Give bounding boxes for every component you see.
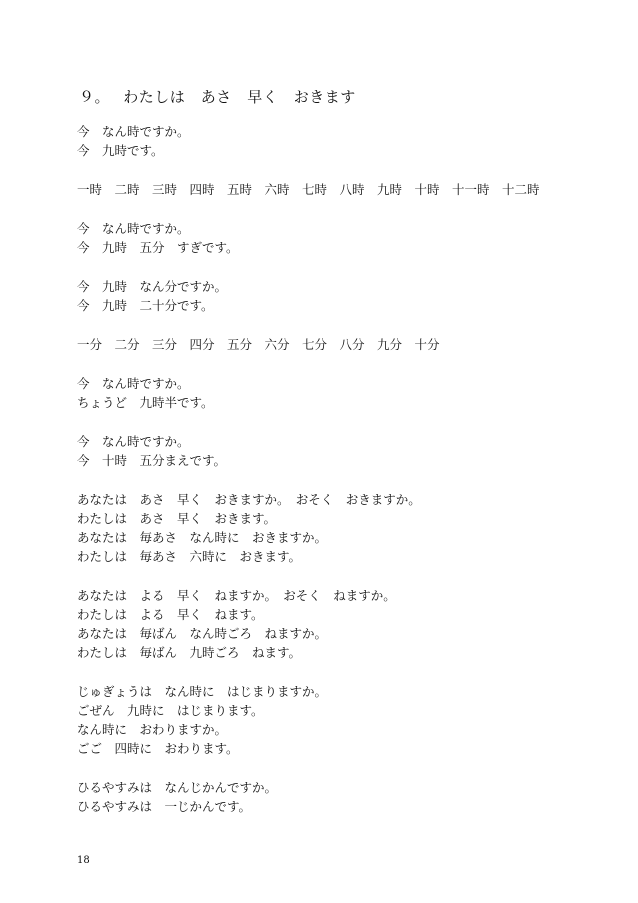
text-block-8	[77, 490, 617, 566]
text-block-3	[77, 219, 617, 257]
text-line: わたしは 毎ばん 九時ごろ ねます。	[77, 645, 302, 660]
text-line: ちょうど 九時半です。	[77, 395, 214, 410]
text-line: 今 十時 五分まえです。	[77, 453, 227, 468]
text-line: なん時に おわりますか。	[77, 722, 228, 737]
text-line: ひるやすみは なんじかんですか。	[77, 780, 278, 795]
text-block-2	[77, 180, 617, 199]
text-line: じゅぎょうは なん時に はじまりますか。	[77, 684, 328, 699]
text-line: 今 なん時ですか。	[77, 221, 190, 236]
minutes-list-line: 一分 二分 三分 四分 五分 六分 七分 八分 九分 十分	[77, 337, 440, 352]
text-line: あなたは よる 早く ねますか。 おそく ねますか。	[77, 588, 396, 603]
hours-list-line: 一時 二時 三時 四時 五時 六時 七時 八時 九時 十時 十一時 十二時	[77, 182, 540, 197]
text-block-7	[77, 432, 617, 470]
text-line: 今 なん時ですか。	[77, 124, 190, 139]
text-line: 今 九時です。	[77, 143, 164, 158]
text-line: あなたは 毎ばん なん時ごろ ねますか。	[77, 626, 328, 641]
text-line: 今 なん時ですか。	[77, 434, 190, 449]
text-line: ひるやすみは 一じかんです。	[77, 799, 252, 814]
text-line: あなたは 毎あさ なん時に おきますか。	[77, 530, 328, 545]
text-block-11	[77, 778, 617, 816]
page-number: 18	[77, 855, 90, 866]
lesson-title: ９。 わたしは あさ 早く おきます	[79, 88, 356, 106]
text-block-4	[77, 277, 617, 315]
text-block-6	[77, 374, 617, 412]
text-line: 今 九時 なん分ですか。	[77, 279, 228, 294]
text-line: あなたは あさ 早く おきますか。 おそく おきますか。	[77, 492, 421, 507]
text-line: 今 九時 二十分です。	[77, 298, 214, 313]
text-line: わたしは あさ 早く おきます。	[77, 511, 277, 526]
text-line: わたしは よる 早く ねます。	[77, 607, 264, 622]
text-line: ごご 四時に おわります。	[77, 741, 239, 756]
text-line: わたしは 毎あさ 六時に おきます。	[77, 549, 302, 564]
text-line: 今 九時 五分 すぎです。	[77, 240, 239, 255]
text-line: 今 なん時ですか。	[77, 376, 190, 391]
text-block-5	[77, 335, 617, 354]
text-line: ごぜん 九時に はじまります。	[77, 703, 264, 718]
text-block-1	[77, 122, 617, 160]
text-block-10	[77, 682, 617, 758]
lesson-content	[77, 122, 617, 816]
text-block-9	[77, 586, 617, 662]
